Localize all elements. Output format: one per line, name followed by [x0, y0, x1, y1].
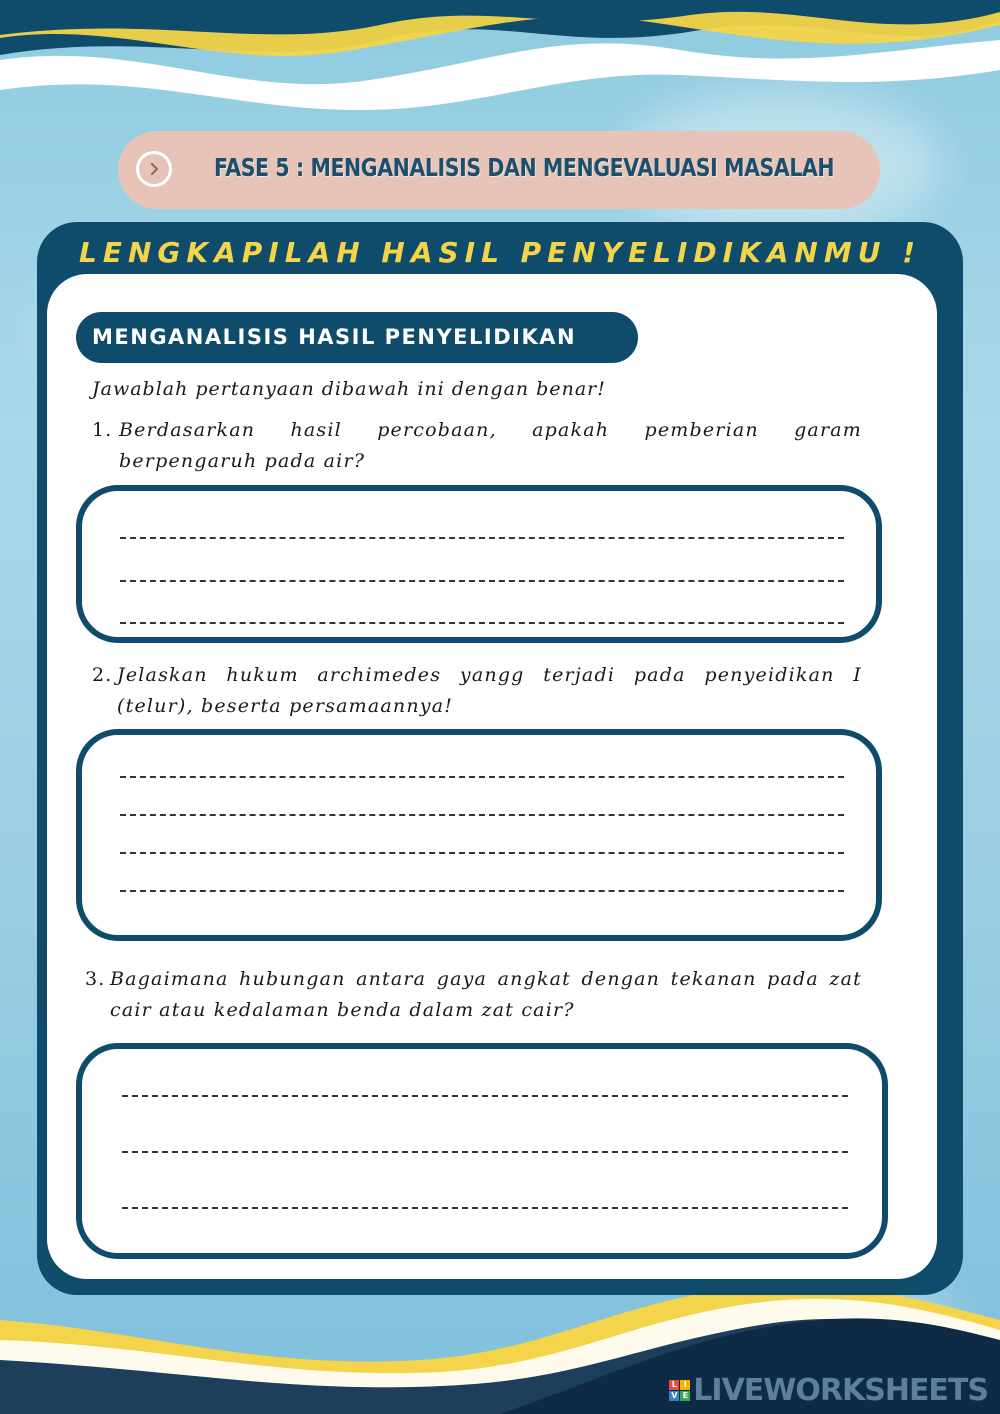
phase-title: FASE 5 : MENGANALISIS DAN MENGEVALUASI MASALAH: [214, 153, 835, 182]
answer-line[interactable]: [120, 580, 844, 582]
panel-heading: LENGKAPILAH HASIL PENYELIDIKANMU !: [79, 236, 921, 269]
section-title-pill: [76, 312, 638, 363]
logo-letter: L: [669, 1380, 679, 1390]
liveworksheets-watermark: [669, 1373, 988, 1408]
answer-line[interactable]: [122, 1151, 848, 1153]
instruction-text: Jawablah pertanyaan dibawah ini dengan benar!: [92, 378, 606, 400]
answer-line[interactable]: [122, 1095, 848, 1097]
logo-letter: E: [680, 1391, 690, 1401]
liveworksheets-logo-icon: [669, 1380, 690, 1401]
answer-line[interactable]: [120, 776, 844, 778]
answer-box-1[interactable]: [76, 485, 882, 643]
answer-line[interactable]: [120, 814, 844, 816]
question-number: 2.: [92, 664, 113, 686]
logo-letter: V: [671, 1391, 678, 1400]
answer-line[interactable]: [120, 537, 844, 539]
answer-line[interactable]: [120, 890, 844, 892]
section-title: MENGANALISIS HASIL PENYELIDIKAN: [92, 325, 577, 349]
question-number: 3.: [85, 968, 106, 990]
logo-letter: I: [680, 1380, 690, 1390]
question-text: Berdasarkan hasil percobaan, apakah pemberian garam berpengaruh pada air?: [119, 419, 862, 472]
worksheet-panel: [37, 222, 963, 1295]
answer-box-3[interactable]: [76, 1043, 888, 1259]
answer-line[interactable]: [120, 852, 844, 854]
phase-banner: [118, 131, 880, 209]
answer-line[interactable]: [120, 622, 844, 624]
answer-line[interactable]: [122, 1207, 848, 1209]
worksheet-card: [47, 274, 937, 1279]
watermark-text: LIVEWORKSHEETS: [693, 1373, 988, 1408]
question-text: Bagaimana hubungan antara gaya angkat dengan tekanan pada zat cair atau kedalaman benda dalam zat cair?: [110, 968, 862, 1021]
answer-box-2[interactable]: [76, 729, 882, 941]
question-text: Jelaskan hukum archimedes yangg terjadi pada penyeidikan I (telur), beserta persamaannya!: [117, 664, 862, 717]
question-number: 1.: [92, 419, 113, 441]
chevron-right-icon[interactable]: [136, 151, 172, 187]
